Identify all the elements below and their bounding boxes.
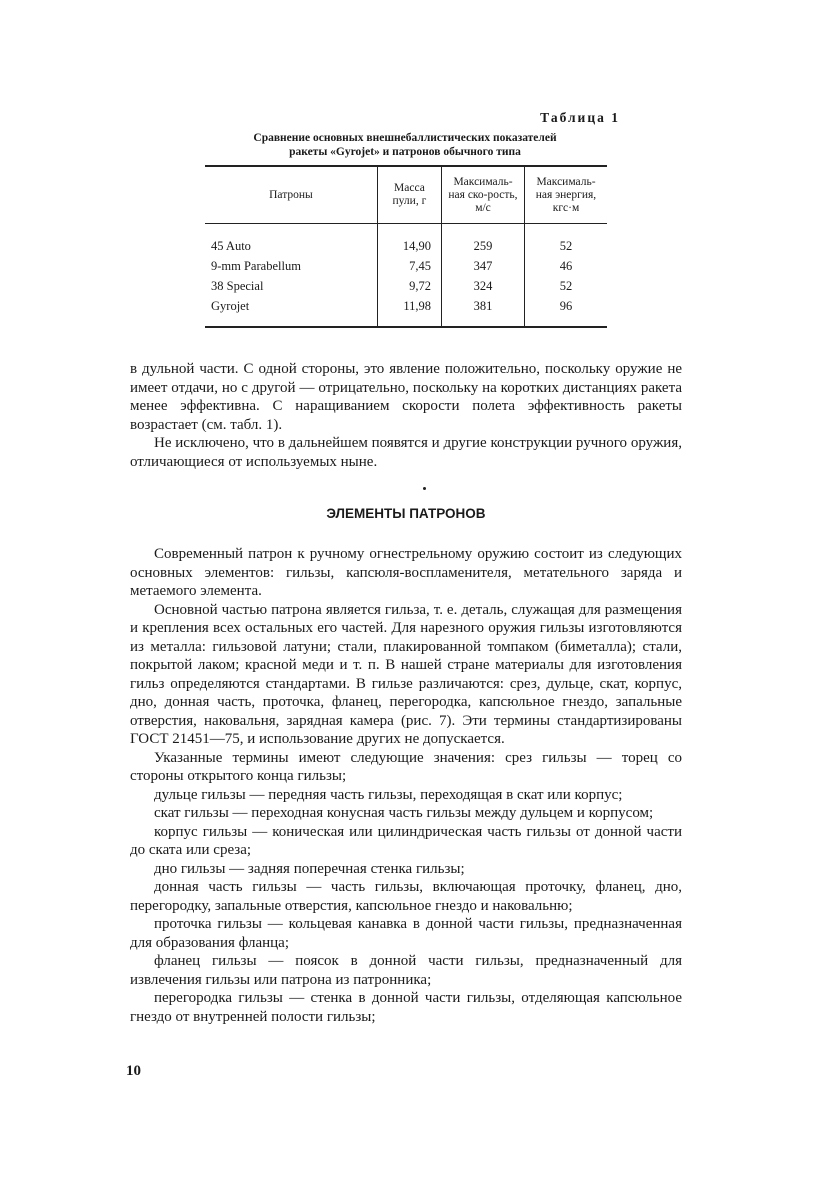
table-row [205, 276, 607, 296]
cell-speed: 381 [442, 296, 525, 327]
paragraph: Не исключено, что в дальнейшем появятся и другие конструкции ручного оружия, отличающиеся от используемых ныне. [130, 435, 682, 470]
table-row [205, 296, 607, 327]
cell-mass: 14,90 [377, 224, 441, 257]
cell-name: 45 Auto [211, 239, 251, 253]
text-block-top [130, 360, 682, 471]
text-block-main [130, 545, 682, 1026]
paragraph: фланец гильзы — поясок в донной части гильзы, предназначенный для извлечения гильзы или патрона из патронника; [130, 953, 682, 988]
paragraph: скат гильзы — переходная конусная часть гильзы между дульцем и корпусом; [154, 805, 654, 821]
header-cartridges: Патроны [205, 166, 377, 224]
paragraph: Указанные термины имеют следующие значения: срез гильзы — торец со стороны открытого конца гильзы; [130, 749, 682, 784]
paragraph: дно гильзы — задняя поперечная стенка гильзы; [154, 860, 465, 877]
header-mass: Масса пули, г [377, 166, 441, 224]
table-title-line2: ракеты «Gyrojet» и патронов обычного типа [289, 146, 521, 158]
cell-energy: 52 [524, 276, 607, 296]
section-heading: ЭЛЕМЕНТЫ ПАТРОНОВ [326, 506, 486, 521]
cell-name: 9-mm Parabellum [211, 259, 301, 273]
page-number: 10 [126, 1063, 141, 1079]
paragraph: проточка гильзы — кольцевая канавка в донной части гильзы, предназначенная для образования фланца; [130, 916, 682, 951]
cell-name: Gyrojet [205, 296, 377, 327]
paragraph: перегородка гильзы — стенка в донной части гильзы, отделяющая капсюльное гнездо от внутренней полости гильзы; [130, 990, 682, 1025]
section-dot [423, 487, 426, 490]
cell-mass: 9,72 [377, 276, 441, 296]
paragraph: дульце гильзы — передняя часть гильзы, переходящая в скат или корпус; [154, 786, 623, 803]
header-energy: Максималь-ная энергия, кгс·м [524, 166, 607, 224]
cell-mass: 7,45 [377, 256, 441, 276]
paragraph: Основной частью патрона является гильза, т. е. деталь, служащая для размещения и крепления всех остальных его частей. Для нарезного оружия гильзы изготовляются из металла: гильзовой латуни; стали, плакированной томпаком (биметалла); стали, покрытой лаком; красной меди и т. п. В нашей стране материалы для изготовления гильз определяются стандартами. В гильзе различаются: срез, дульце, скат, корпус, дно, донная часть, проточка, фланец, перегородка, капсюльное гнездо, запальные отверстия, наковальня, зарядная камера (рис. 7). Эти термины стандартизированы ГОСТ 21451—75, и использование других не допускается. [130, 601, 682, 747]
paragraph: в дульной части. С одной стороны, это явление положительно, поскольку оружие не имеет отдачи, но с другой — отрицательно, поскольку на коротких дистанциях ракета менее эффективна. С наращиванием скорости полета эффективность ракеты возрастает (см. табл. 1). [130, 361, 682, 433]
paragraph: донная часть гильзы — часть гильзы, включающая проточку, фланец, дно, перегородку, запальные отверстия, капсюльное гнездо и наковальню; [130, 879, 682, 914]
ballistics-table [205, 165, 607, 328]
cell-speed: 347 [442, 256, 525, 276]
table-label: Таблица 1 [540, 110, 620, 125]
cell-energy: 52 [524, 224, 607, 257]
cell-mass: 11,98 [377, 296, 441, 327]
table-title-line1: Сравнение основных внешнебаллистических показателей [253, 132, 557, 144]
cell-energy: 96 [524, 296, 607, 327]
table-header-row [205, 166, 607, 224]
paragraph: корпус гильзы — коническая или цилиндрическая часть гильзы от донной части до ската или среза; [130, 823, 682, 858]
cell-speed: 259 [442, 224, 525, 257]
table-row [205, 256, 607, 276]
cell-name: 38 Special [211, 279, 264, 293]
cell-energy: 46 [524, 256, 607, 276]
table-row [205, 224, 607, 257]
cell-speed: 324 [442, 276, 525, 296]
header-speed: Максималь-ная ско-рость, м/с [442, 166, 525, 224]
paragraph: Современный патрон к ручному огнестрельному оружию состоит из следующих основных элементов: гильзы, капсюля-воспламенителя, метательного заряда и метаемого элемента. [130, 546, 682, 599]
table-title [205, 131, 605, 159]
